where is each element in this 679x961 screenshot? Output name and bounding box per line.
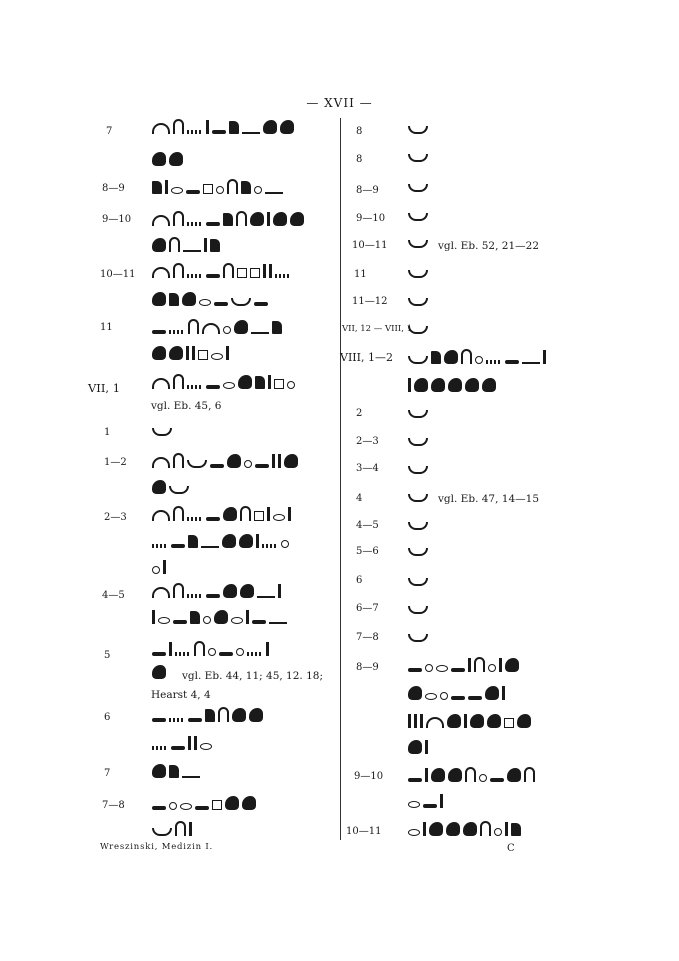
hieroglyph-line	[408, 766, 535, 782]
line-label: VII, 12 — VIII, 1	[342, 324, 413, 334]
hieroglyph-line	[152, 608, 287, 624]
hieroglyph-line	[408, 540, 428, 556]
hieroglyph-line	[408, 290, 428, 306]
hieroglyph-line	[408, 738, 428, 754]
line-label: 7	[106, 126, 113, 137]
line-label: 9—10	[102, 214, 132, 225]
hieroglyph-line	[408, 656, 519, 672]
line-label: 8—9	[356, 185, 379, 196]
hieroglyph-line	[408, 514, 428, 530]
hieroglyph-line	[408, 118, 428, 134]
signature-mark: C	[507, 843, 515, 854]
line-label: 2—3	[356, 436, 379, 447]
hieroglyph-line	[408, 598, 428, 614]
hieroglyph-line	[408, 176, 428, 192]
hieroglyph-line	[152, 478, 189, 494]
reference-note: Hearst 4, 4	[151, 689, 211, 701]
line-label: VII, 1	[88, 381, 121, 395]
line-label: 2—3	[104, 512, 127, 523]
line-label: 4	[356, 493, 363, 504]
line-label: 4—5	[356, 520, 379, 531]
hieroglyph-line	[408, 570, 428, 586]
hieroglyph-line	[408, 402, 428, 418]
line-label: 8—9	[102, 183, 125, 194]
line-label: 9—10	[354, 771, 384, 782]
line-label: 4—5	[102, 590, 125, 601]
hieroglyph-line	[408, 820, 521, 836]
hieroglyph-line	[408, 232, 428, 248]
line-label: 6	[356, 575, 363, 586]
hieroglyph-line	[408, 318, 428, 334]
hieroglyph-line	[152, 290, 268, 306]
reference-note: vgl. Eb. 52, 21—22	[438, 240, 540, 252]
line-label: VIII, 1—2	[340, 351, 393, 364]
line-label: 6—7	[356, 603, 379, 614]
reference-note: vgl. Eb. 44, 11; 45, 12. 18;	[182, 670, 323, 682]
line-label: 2	[356, 408, 363, 419]
line-label: 3—4	[356, 463, 379, 474]
footer-citation: Wreszinski, Medizin I.	[100, 842, 214, 852]
hieroglyph-line	[408, 348, 546, 364]
reference-note: vgl. Eb. 45, 6	[151, 400, 222, 412]
hieroglyph-line	[152, 118, 294, 134]
hieroglyph-line	[408, 792, 443, 808]
hieroglyph-line	[152, 150, 183, 166]
hieroglyph-line	[152, 706, 263, 722]
line-label: 8	[356, 154, 363, 165]
hieroglyph-line	[408, 458, 428, 474]
line-label: 11—12	[352, 296, 388, 307]
line-label: 10—11	[352, 240, 388, 251]
line-label: 9—10	[356, 213, 386, 224]
line-label: 7	[104, 768, 111, 779]
hieroglyph-line	[408, 486, 428, 502]
line-label: 11	[100, 322, 113, 333]
line-label: 1	[104, 427, 111, 438]
hieroglyph-line	[408, 146, 428, 162]
hieroglyph-line	[152, 794, 256, 810]
hieroglyph-line	[152, 452, 298, 468]
hieroglyph-line	[408, 712, 531, 728]
hieroglyph-line	[152, 762, 200, 778]
line-label: 8	[356, 126, 363, 137]
hieroglyph-line	[408, 684, 505, 700]
hieroglyph-line	[408, 626, 428, 642]
hieroglyph-line	[152, 373, 295, 389]
hieroglyph-line	[152, 734, 212, 750]
hieroglyph-line	[152, 558, 166, 574]
hieroglyph-line	[152, 420, 172, 436]
hieroglyph-line	[152, 344, 229, 360]
hieroglyph-line	[152, 663, 166, 679]
line-label: 6	[104, 712, 111, 723]
hieroglyph-line	[152, 210, 304, 226]
hieroglyph-line	[152, 582, 281, 598]
hieroglyph-line	[152, 236, 220, 252]
hieroglyph-line	[408, 205, 428, 221]
column-divider	[340, 118, 341, 840]
line-label: 10—11	[100, 269, 136, 280]
hieroglyph-line	[152, 505, 291, 521]
reference-note: vgl. Eb. 47, 14—15	[438, 493, 540, 505]
hieroglyph-line	[408, 430, 428, 446]
hieroglyph-line	[408, 376, 496, 392]
line-label: 10—11	[346, 826, 382, 837]
hieroglyph-line	[152, 640, 269, 656]
line-label: 5	[104, 650, 111, 661]
page-number: — XVII —	[306, 96, 373, 110]
line-label: 11	[354, 269, 367, 280]
line-label: 7—8	[102, 800, 125, 811]
hieroglyph-line	[408, 262, 428, 278]
hieroglyph-line	[152, 318, 282, 334]
line-label: 8—9	[356, 662, 379, 673]
hieroglyph-line	[152, 532, 289, 548]
hieroglyph-line	[152, 262, 291, 278]
line-label: 1—2	[104, 457, 127, 468]
line-label: 7—8	[356, 632, 379, 643]
line-label: 5—6	[356, 546, 379, 557]
hieroglyph-line	[152, 820, 192, 836]
hieroglyph-line	[152, 178, 283, 194]
